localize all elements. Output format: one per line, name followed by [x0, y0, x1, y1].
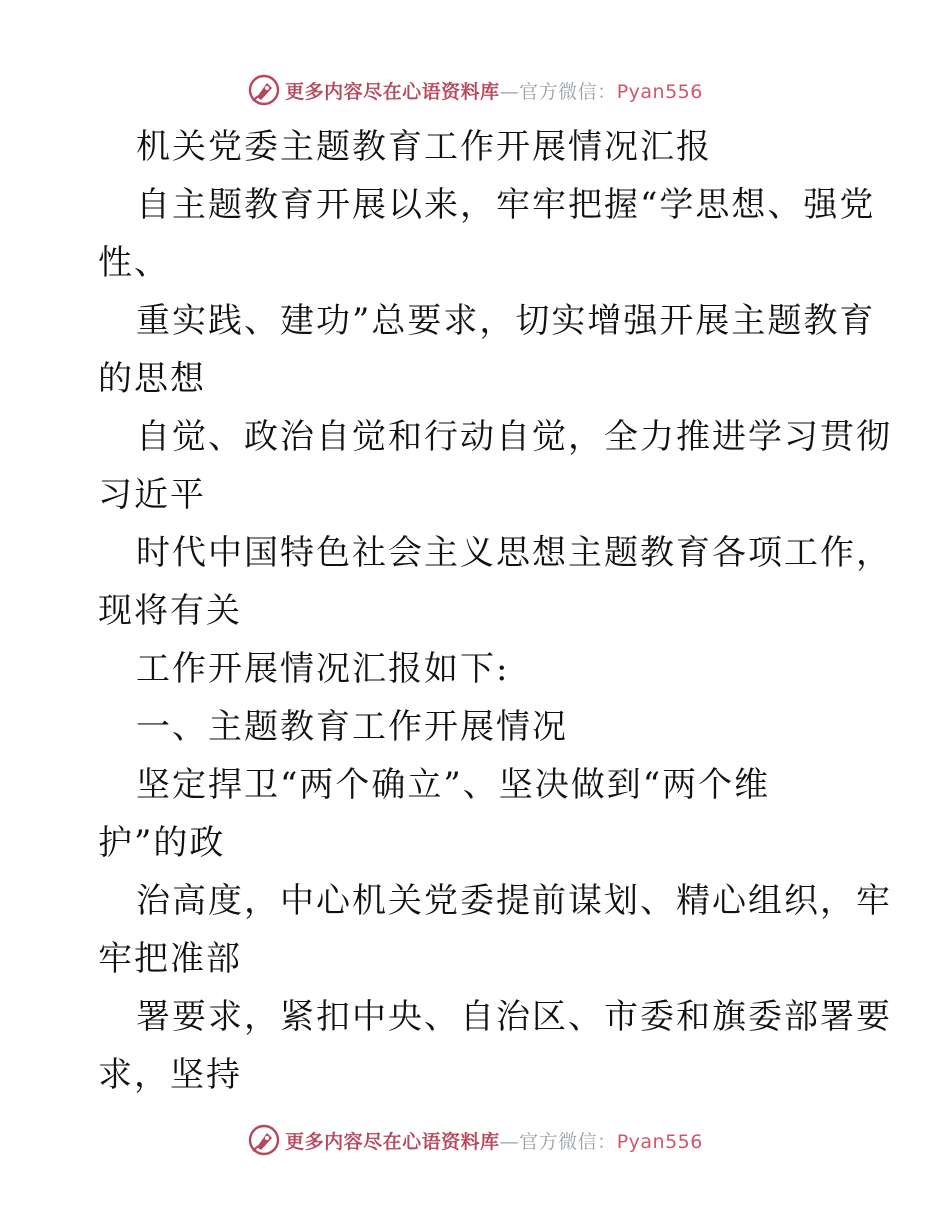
body-line: 现将有关: [98, 591, 242, 631]
body-line: 牢把准部: [98, 939, 242, 979]
banner-separator: —: [499, 1130, 520, 1153]
body-line: 性、: [98, 243, 170, 283]
banner-separator: —: [499, 80, 520, 103]
header-banner: [0, 70, 950, 110]
body-line: 工作开展情况汇报如下:: [136, 649, 510, 689]
body-line: 重实践、建功”总要求，切实增强开展主题教育: [136, 301, 876, 341]
banner-main-text: 更多内容尽在心语资料库: [285, 80, 500, 103]
body-line: 治高度，中心机关党委提前谋划、精心组织，牢: [136, 881, 892, 921]
body-line: 自主题教育开展以来，牢牢把握“学思想、强党: [136, 185, 876, 225]
pen-nib-logo-icon: [247, 73, 281, 107]
body-line: 坚定捍卫“两个确立”、坚决做到“两个维: [136, 765, 771, 805]
body-line: 习近平: [98, 475, 206, 515]
body-line: 自觉、政治自觉和行动自觉，全力推进学习贯彻: [136, 417, 892, 457]
body-line: 署要求，紧扣中央、自治区、市委和旗委部署要: [136, 997, 892, 1037]
banner-text: [285, 1127, 703, 1154]
banner-label: 官方微信：: [519, 80, 617, 103]
banner-main-text: 更多内容尽在心语资料库: [285, 1130, 500, 1153]
banner-wechat-id: Pyan556: [616, 1130, 703, 1153]
body-line: 求，坚持: [98, 1055, 242, 1095]
pen-nib-logo-icon: [247, 1123, 281, 1157]
banner-label: 官方微信：: [519, 1130, 617, 1153]
document-title: 机关党委主题教育工作开展情况汇报: [136, 127, 712, 167]
body-line: 的思想: [98, 359, 206, 399]
body-line: 护”的政: [98, 823, 226, 863]
banner-text: [285, 77, 703, 104]
footer-banner: [0, 1120, 950, 1160]
banner-wechat-id: Pyan556: [616, 80, 703, 103]
body-line: 时代中国特色社会主义思想主题教育各项工作，: [136, 533, 892, 573]
section-heading: 一、主题教育工作开展情况: [136, 707, 568, 747]
